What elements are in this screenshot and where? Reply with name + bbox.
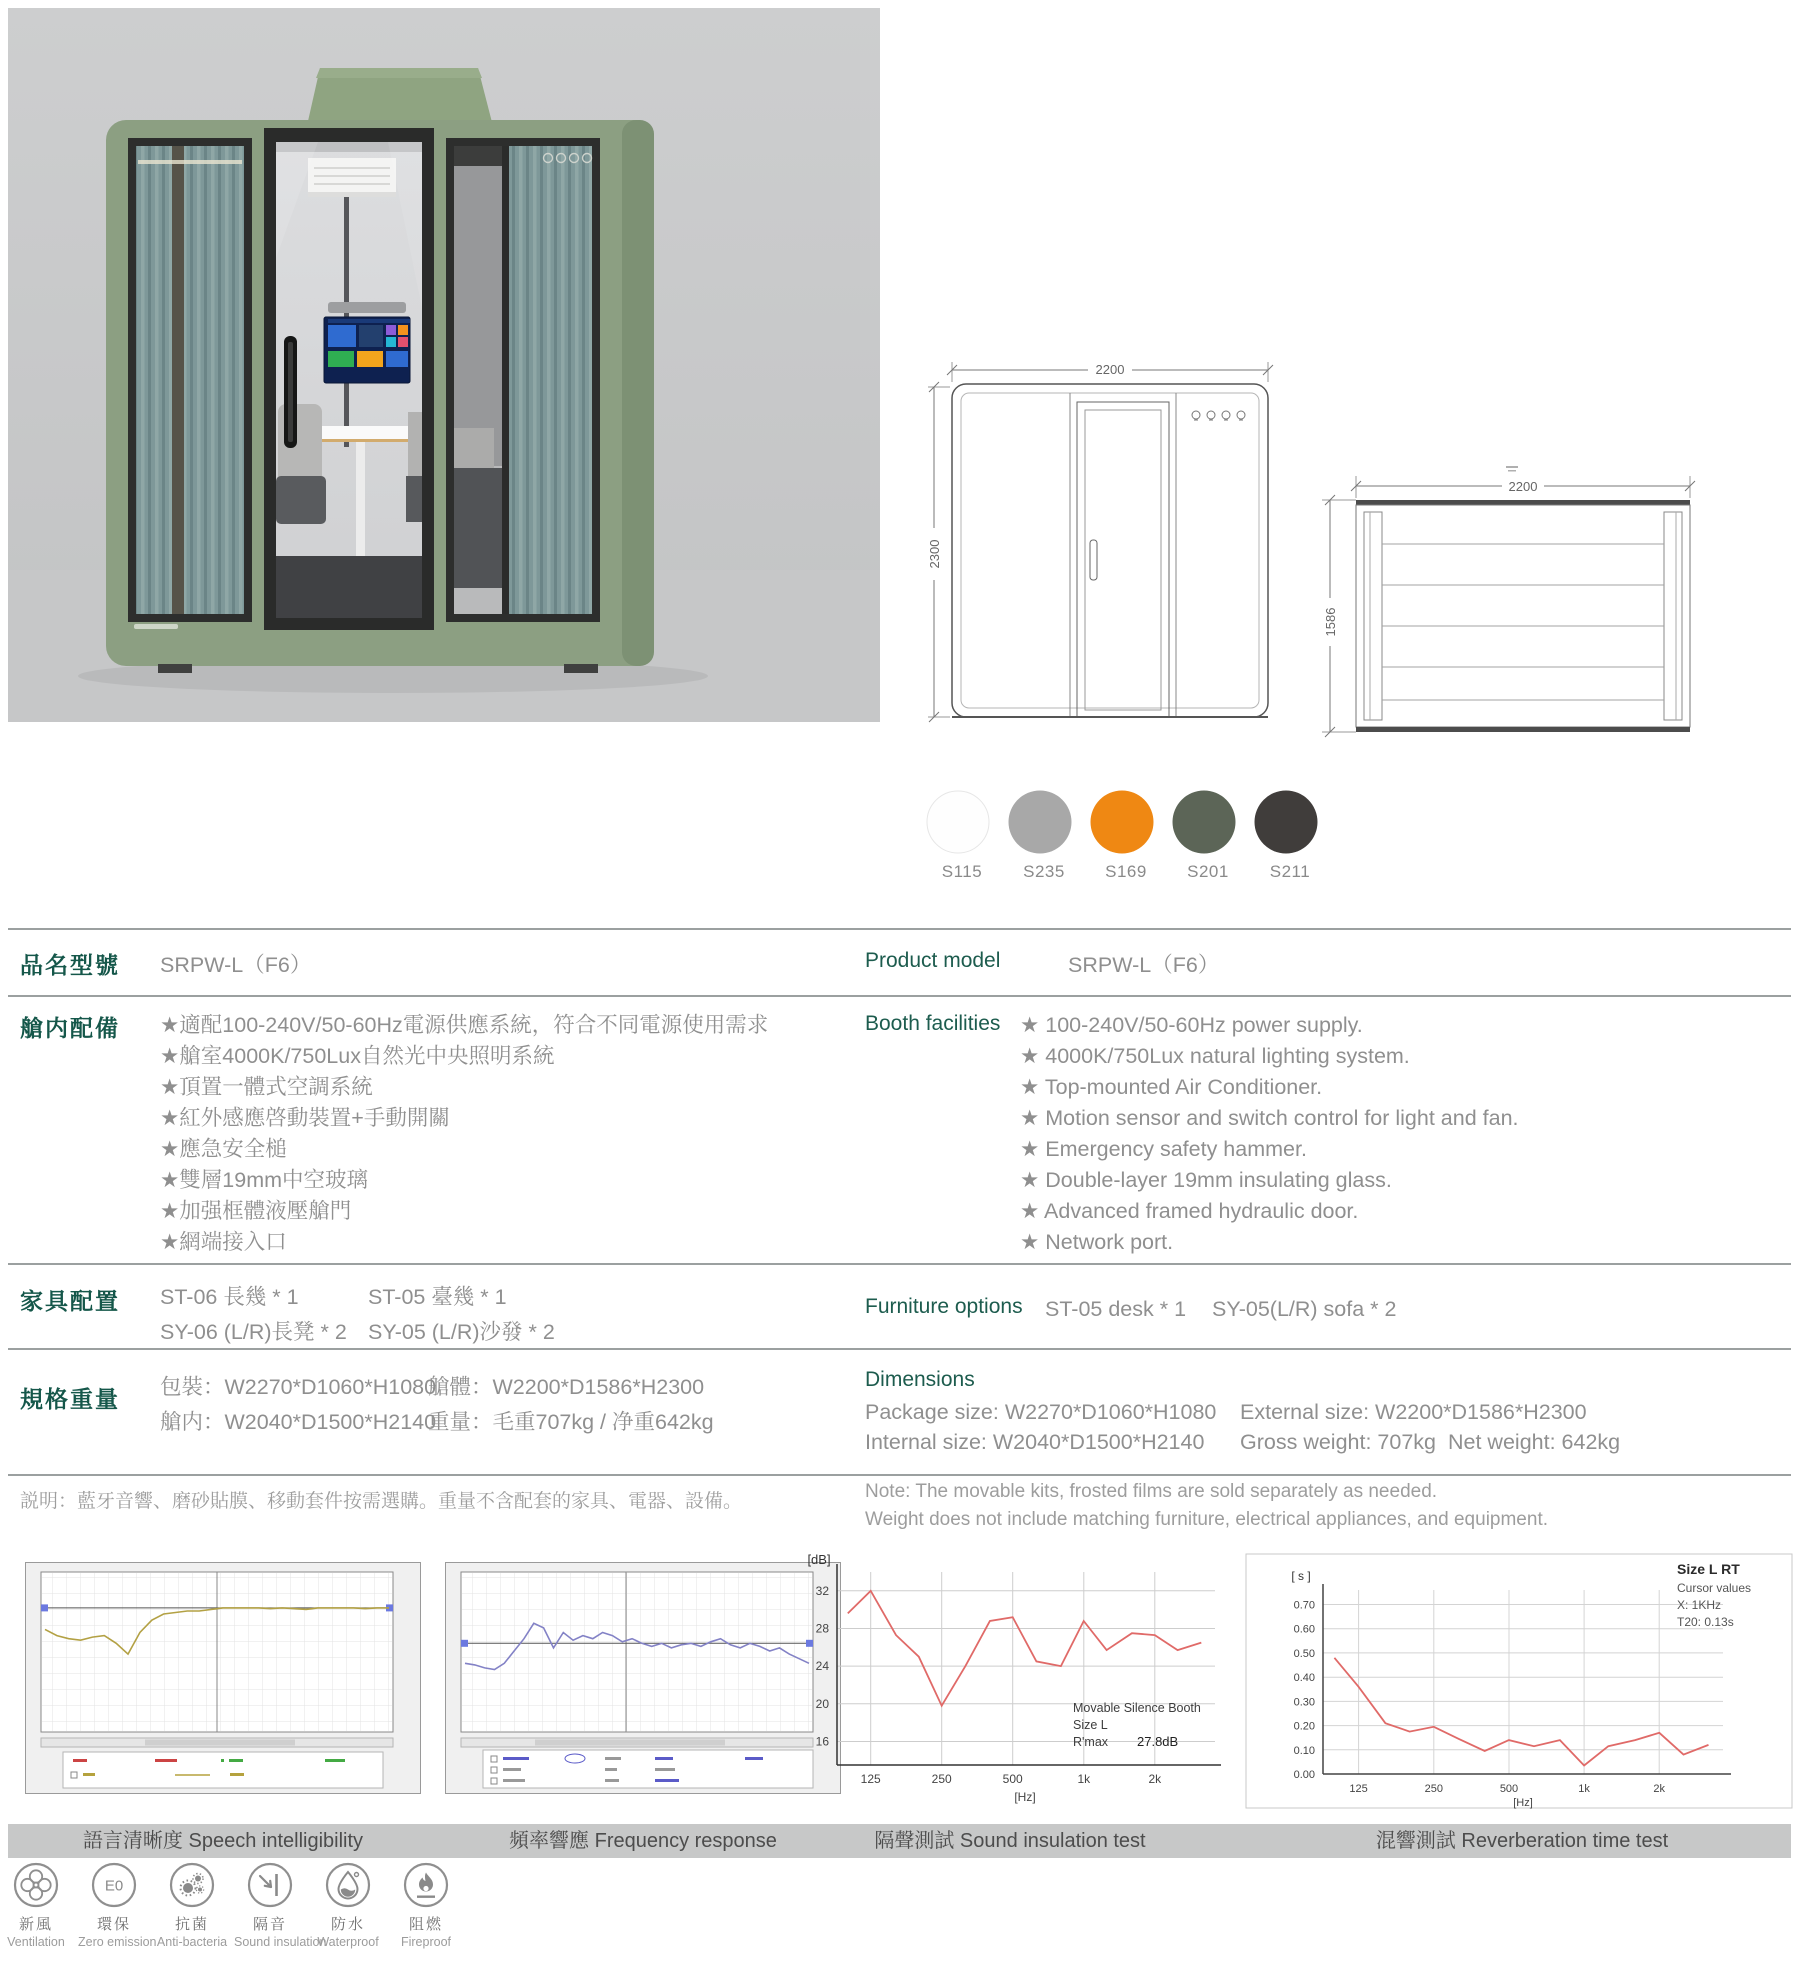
scrollbar-thumb bbox=[535, 1740, 725, 1746]
badge-label-zh: 新風 bbox=[18, 1916, 53, 1933]
furniture-col1-zh bbox=[160, 1280, 347, 1350]
booth-floor bbox=[276, 556, 422, 618]
legend-box bbox=[483, 1750, 813, 1788]
speech-intelligibility-chart bbox=[25, 1562, 421, 1794]
facility-item: ★加强框體液壓艙門 bbox=[160, 1199, 352, 1223]
furniture-item: ST-05 臺幾 * 1 bbox=[368, 1285, 507, 1309]
svg-text:X: 1KHz: X: 1KHz bbox=[1677, 1598, 1722, 1612]
dims-col2-zh bbox=[428, 1370, 714, 1440]
dims-item-en: Net weight: 642kg bbox=[1448, 1430, 1621, 1454]
furniture-item-en: ST-05 desk * 1 bbox=[1045, 1297, 1187, 1321]
svg-text:24: 24 bbox=[815, 1659, 829, 1673]
left-window bbox=[128, 138, 252, 622]
y-axis-label: [dB] bbox=[807, 1552, 831, 1567]
feature-badges bbox=[0, 1862, 462, 1949]
sofa-left bbox=[276, 404, 326, 524]
front-elevation-drawing bbox=[920, 292, 1300, 732]
swatch-code: S115 bbox=[941, 862, 983, 881]
badge-ventilation bbox=[0, 1862, 72, 1949]
divider bbox=[8, 1263, 1791, 1265]
dims-item-en: External size: W2200*D1586*H2300 bbox=[1240, 1400, 1587, 1424]
door-drawing bbox=[1077, 402, 1169, 717]
svg-text:28: 28 bbox=[815, 1621, 829, 1636]
front-height-dim: 2300 bbox=[927, 539, 942, 569]
booth-side-face bbox=[622, 120, 654, 666]
badge-sound-insulation bbox=[234, 1862, 327, 1949]
base-trim bbox=[1356, 727, 1690, 732]
cursor-handle bbox=[461, 1640, 468, 1647]
badge-label-en: Fireproof bbox=[400, 1935, 452, 1949]
svg-text:0.70: 0.70 bbox=[1293, 1599, 1315, 1612]
side-height-dim: 1586 bbox=[1323, 607, 1338, 637]
badge-label-en: Sound insulation bbox=[234, 1935, 327, 1949]
side-width-dim: 2200 bbox=[1508, 479, 1538, 494]
facility-item: ★ 4000K/750Lux natural lighting system. bbox=[1020, 1044, 1410, 1068]
insulation-curve bbox=[848, 1591, 1202, 1706]
svg-text:R'max: R'max bbox=[1073, 1735, 1109, 1749]
svg-text:0.60: 0.60 bbox=[1293, 1623, 1315, 1636]
facility-item: ★網端接入口 bbox=[160, 1230, 287, 1254]
bacteria-icon bbox=[169, 1862, 215, 1908]
legend-box bbox=[63, 1752, 383, 1788]
x-axis-label: [Hz] bbox=[1014, 1790, 1036, 1804]
roof-trim bbox=[1356, 500, 1690, 505]
furniture-item-en: SY-05(L/R) sofa * 2 bbox=[1212, 1297, 1397, 1321]
swatch-circle bbox=[927, 791, 989, 853]
booth-foot bbox=[158, 664, 192, 673]
facilities-list-zh bbox=[160, 1010, 768, 1258]
svg-text:0.50: 0.50 bbox=[1293, 1647, 1315, 1660]
furniture-label-zh: 家具配置 bbox=[20, 1288, 120, 1314]
furniture-col2-zh bbox=[368, 1280, 555, 1350]
sofa-right bbox=[406, 412, 422, 522]
panel-icons bbox=[1192, 411, 1245, 420]
swatch-circle bbox=[1255, 791, 1318, 854]
side-outline bbox=[1356, 505, 1690, 727]
scrollbar-thumb bbox=[145, 1740, 295, 1746]
booth-foot bbox=[564, 664, 598, 673]
dims-item: 包裝：W2270*D1060*H1080 bbox=[160, 1375, 437, 1399]
facility-item: ★適配100-240V/50-60Hz電源供應系統，符合不同電源使用需求 bbox=[160, 1013, 769, 1037]
chart-caption-frequency: 頻率響應 Frequency response bbox=[509, 1830, 777, 1852]
brand-logo bbox=[134, 624, 178, 629]
color-swatches bbox=[926, 790, 1326, 882]
badge-zero-emission bbox=[78, 1862, 157, 1949]
svg-text:2k: 2k bbox=[1148, 1772, 1162, 1786]
note-en-line1: Note: The movable kits, frosted films are sold separately as needed. bbox=[865, 1481, 1438, 1502]
svg-text:125: 125 bbox=[860, 1772, 881, 1786]
facility-item: ★ 100-240V/50-60Hz power supply. bbox=[1020, 1013, 1363, 1037]
furniture-item: SY-05 (L/R)沙發 * 2 bbox=[368, 1320, 555, 1344]
facility-item: ★頂置一體式空調系統 bbox=[160, 1075, 373, 1099]
model-value-en: SRPW-L（F6） bbox=[1068, 953, 1220, 977]
product-photo bbox=[8, 8, 880, 722]
facility-item: ★ Motion sensor and switch control for light and fan. bbox=[1020, 1106, 1519, 1130]
svg-text:Size L RT: Size L RT bbox=[1677, 1561, 1740, 1577]
y-axis-label: [ s ] bbox=[1291, 1569, 1311, 1583]
svg-text:27.8dB: 27.8dB bbox=[1137, 1734, 1179, 1749]
svg-text:500: 500 bbox=[1499, 1783, 1519, 1795]
swatch-s211 bbox=[1254, 790, 1326, 882]
swatch-code: S235 bbox=[1023, 862, 1065, 881]
booth-outline bbox=[952, 384, 1268, 717]
facility-item: ★ Top-mounted Air Conditioner. bbox=[1020, 1075, 1323, 1099]
droplet-icon bbox=[325, 1862, 371, 1908]
facility-item: ★艙室4000K/750Lux自然光中央照明系統 bbox=[160, 1044, 555, 1068]
dims-item: 艙内：W2040*D1500*H2140 bbox=[160, 1410, 437, 1434]
cursor-handle bbox=[41, 1604, 48, 1611]
facilities-label-zh: 艙内配備 bbox=[20, 1015, 120, 1041]
svg-text:T20: 0.13s: T20: 0.13s bbox=[1677, 1615, 1734, 1629]
dims-item-en: Package size: W2270*D1060*H1080 bbox=[865, 1400, 1217, 1424]
furniture-item: ST-06 長幾 * 1 bbox=[160, 1285, 299, 1309]
svg-text:500: 500 bbox=[1002, 1772, 1023, 1786]
model-value-zh: SRPW-L（F6） bbox=[160, 953, 312, 977]
fan-icon bbox=[13, 1862, 59, 1908]
badge-label-zh: 防水 bbox=[330, 1916, 365, 1933]
svg-text:20: 20 bbox=[815, 1697, 829, 1711]
facility-item: ★ Advanced framed hydraulic door. bbox=[1020, 1199, 1359, 1223]
note-zh: 説明：藍牙音響、磨砂貼膜、移動套件按需選購。重量不含配套的家具、電器、設備。 bbox=[20, 1491, 743, 1512]
e0-text: E0 bbox=[104, 1877, 124, 1895]
tv-screen bbox=[324, 317, 410, 383]
badge-label-zh: 抗菌 bbox=[174, 1916, 209, 1933]
svg-text:0.10: 0.10 bbox=[1293, 1744, 1315, 1757]
facility-item: ★應急安全槌 bbox=[160, 1137, 287, 1161]
swatch-circle bbox=[1009, 791, 1072, 854]
swatch-s169 bbox=[1090, 790, 1162, 882]
dims-item-en: Gross weight: 707kg bbox=[1240, 1430, 1436, 1454]
badge-waterproof bbox=[312, 1862, 384, 1949]
badge-label-zh: 環保 bbox=[96, 1916, 131, 1933]
dims-item-en: Internal size: W2040*D1500*H2140 bbox=[865, 1430, 1205, 1454]
furniture-label-en: Furniture options bbox=[865, 1295, 1023, 1318]
swatch-circle bbox=[1173, 791, 1236, 854]
dims-label-en: Dimensions bbox=[865, 1368, 975, 1391]
svg-text:0.20: 0.20 bbox=[1293, 1720, 1315, 1733]
badge-anti-bacteria bbox=[156, 1862, 228, 1949]
swatch-code: S169 bbox=[1105, 862, 1147, 881]
badge-label-en: Anti-bacteria bbox=[156, 1935, 228, 1949]
swatch-code: S201 bbox=[1187, 862, 1229, 881]
flame-icon bbox=[403, 1862, 449, 1908]
x-tick-labels bbox=[861, 1772, 1162, 1786]
svg-text:1k: 1k bbox=[1578, 1783, 1590, 1795]
dims-label-zh: 規格重量 bbox=[20, 1386, 120, 1412]
glass-door bbox=[264, 128, 434, 630]
swatch-s201 bbox=[1172, 790, 1244, 882]
svg-text:Cursor values: Cursor values bbox=[1677, 1581, 1752, 1595]
svg-text:1k: 1k bbox=[1077, 1772, 1091, 1786]
model-label-en: Product model bbox=[865, 949, 1001, 972]
badge-label-en: Waterproof bbox=[317, 1935, 379, 1949]
door-handle bbox=[284, 336, 297, 448]
front-width-dim: 2200 bbox=[1095, 362, 1125, 377]
facility-item: ★紅外感應啓動裝置+手動開關 bbox=[160, 1106, 450, 1130]
chart-caption-speech: 語言清晰度 Speech intelligibility bbox=[82, 1830, 364, 1852]
model-label-zh: 品名型號 bbox=[20, 952, 120, 978]
dims-col1-zh bbox=[160, 1370, 436, 1440]
facilities-label-en: Booth facilities bbox=[865, 1012, 1001, 1035]
divider bbox=[8, 1474, 1791, 1476]
swatch-code: S211 bbox=[1269, 862, 1311, 881]
svg-text:0.30: 0.30 bbox=[1293, 1696, 1315, 1709]
arrow-wall-icon bbox=[247, 1862, 293, 1908]
x-axis-label: [Hz] bbox=[1513, 1797, 1533, 1809]
svg-text:125: 125 bbox=[1349, 1783, 1368, 1795]
badge-label-en: Ventilation bbox=[7, 1935, 65, 1949]
facilities-list-en bbox=[1020, 1010, 1519, 1258]
facility-item: ★ Emergency safety hammer. bbox=[1020, 1137, 1307, 1161]
furniture-item: SY-06 (L/R)長凳 * 2 bbox=[160, 1320, 347, 1344]
reverberation-time-chart bbox=[1245, 1542, 1799, 1826]
facility-item: ★雙層19mm中空玻璃 bbox=[160, 1168, 369, 1192]
divider bbox=[8, 995, 1791, 997]
svg-text:250: 250 bbox=[931, 1772, 952, 1786]
soundbar bbox=[328, 302, 406, 313]
badge-fireproof bbox=[390, 1862, 462, 1949]
swatch-circle bbox=[1091, 791, 1154, 854]
dims-item: 重量：毛重707kg / 净重642kg bbox=[428, 1410, 714, 1434]
svg-text:250: 250 bbox=[1424, 1783, 1443, 1795]
badge-label-en: Zero emission bbox=[78, 1935, 157, 1949]
badge-label-zh: 隔音 bbox=[252, 1916, 287, 1933]
badge-label-zh: 阻燃 bbox=[408, 1916, 443, 1933]
facility-item: ★ Double-layer 19mm insulating glass. bbox=[1020, 1168, 1392, 1192]
svg-text:0.00: 0.00 bbox=[1293, 1769, 1315, 1781]
side-elevation-drawing bbox=[1310, 448, 1730, 748]
chart-caption-reverberation: 混響測試 Reverberation time test bbox=[1375, 1830, 1669, 1852]
svg-text:Size L: Size L bbox=[1073, 1718, 1108, 1732]
swatch-s115 bbox=[926, 790, 998, 882]
slat-lines bbox=[1382, 544, 1664, 700]
svg-text:32: 32 bbox=[815, 1584, 829, 1598]
divider bbox=[8, 928, 1791, 930]
dims-item: 艙體：W2200*D1586*H2300 bbox=[428, 1375, 705, 1399]
sound-insulation-chart bbox=[775, 1550, 1245, 1820]
right-window bbox=[446, 138, 600, 622]
ac-unit bbox=[308, 158, 396, 197]
svg-text:0.40: 0.40 bbox=[1293, 1672, 1315, 1685]
facility-item: ★ Network port. bbox=[1020, 1230, 1174, 1254]
swatch-s235 bbox=[1008, 790, 1080, 882]
svg-text:16: 16 bbox=[815, 1734, 829, 1749]
svg-text:2k: 2k bbox=[1653, 1783, 1666, 1795]
note-en-line2: Weight does not include matching furniture, electrical appliances, and equipment. bbox=[865, 1509, 1548, 1530]
e0-icon bbox=[91, 1862, 137, 1908]
svg-text:Movable Silence Booth: Movable Silence Booth bbox=[1073, 1701, 1201, 1715]
y-tick-labels bbox=[816, 1584, 830, 1749]
chart-caption-insulation: 隔聲測試 Sound insulation test bbox=[874, 1830, 1146, 1852]
